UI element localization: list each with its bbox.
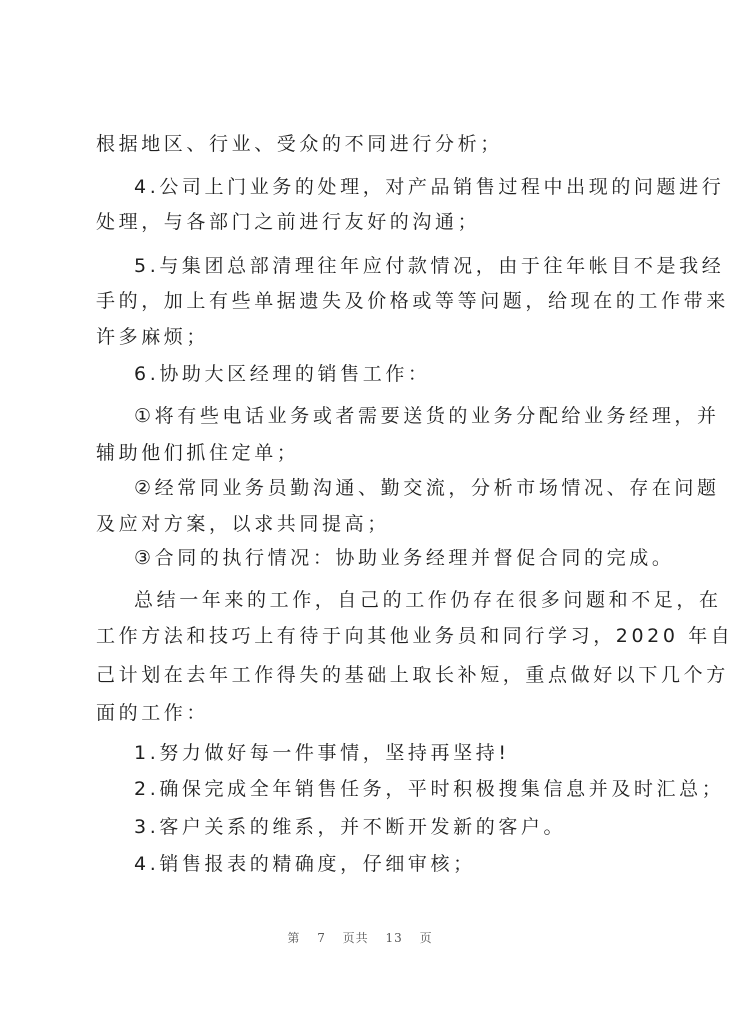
text-line-13: 总结一年来的工作，自己的工作仍存在很多问题和不足，在 — [134, 589, 722, 611]
text-line-16: 面的工作： — [96, 702, 210, 724]
page-footer — [0, 929, 720, 946]
text-line-18: 2.确保完成全年销售任务，平时积极搜集信息并及时汇总； — [134, 778, 725, 800]
text-line-4: 5.与集团总部清理往年应付款情况，由于往年帐目不是我经 — [134, 255, 725, 277]
text-line-14: 工作方法和技巧上有待于向其他业务员和同行学习，2020 年自 — [96, 625, 733, 647]
text-line-19: 3.客户关系的维系，并不断开发新的客户。 — [134, 816, 567, 838]
footer-suffix: 页 — [419, 931, 433, 945]
text-line-12: ③合同的执行情况：协助业务经理并督促合同的完成。 — [134, 547, 675, 569]
footer-prefix: 第 — [287, 931, 301, 945]
text-line-11: 及应对方案，以求共同提高； — [96, 513, 390, 535]
text-line-20: 4.销售报表的精确度，仔细审核； — [134, 853, 476, 875]
text-line-17: 1.努力做好每一件事情，坚持再坚持! — [134, 742, 510, 764]
text-line-10: ②经常同业务员勤沟通、勤交流，分析市场情况、存在问题 — [134, 477, 720, 499]
text-line-15: 己计划在去年工作得失的基础上取长补短，重点做好以下几个方 — [96, 664, 729, 686]
text-line-2: 4.公司上门业务的处理，对产品销售过程中出现的问题进行 — [134, 176, 725, 198]
text-line-1: 根据地区、行业、受众的不同进行分析； — [96, 133, 503, 155]
text-line-6: 许多麻烦； — [96, 326, 210, 348]
text-line-5: 手的，加上有些单据遗失及价格或等等问题，给现在的工作带来 — [96, 290, 729, 312]
footer-total-pages: 13 — [385, 931, 403, 945]
text-line-7: 6.协助大区经理的销售工作： — [134, 363, 431, 385]
text-line-9: 辅助他们抓住定单； — [96, 442, 300, 464]
footer-middle: 页共 — [342, 931, 369, 945]
footer-page-number: 7 — [317, 931, 326, 945]
text-line-3: 处理，与各部门之前进行友好的沟通； — [96, 211, 481, 233]
text-line-8: ①将有些电话业务或者需要送货的业务分配给业务经理，并 — [134, 405, 720, 427]
